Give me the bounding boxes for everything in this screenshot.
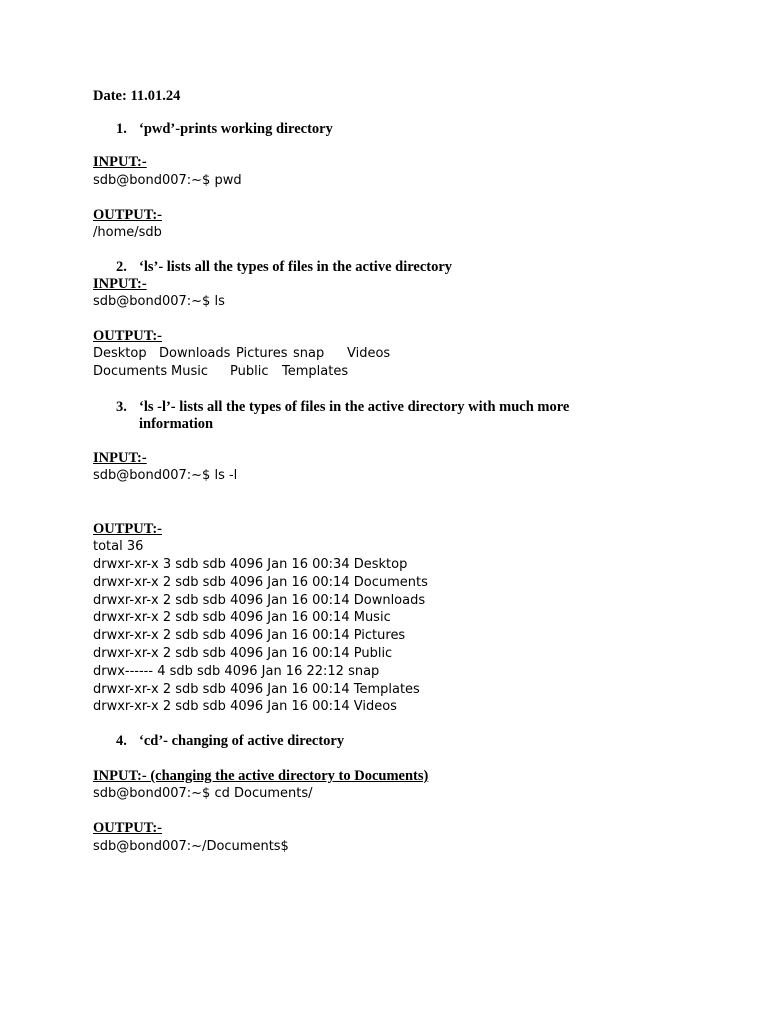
section-1-heading: ‘pwd’-prints working directory — [139, 121, 333, 137]
section-3-heading-continued: information — [139, 416, 214, 432]
section-2-output-label: OUTPUT:- — [93, 328, 163, 344]
section-3-input-label: INPUT:- — [93, 450, 147, 466]
ls-entry: Downloads — [159, 346, 231, 361]
ls-l-output-line: total 36 — [93, 539, 144, 554]
section-3-output-label: OUTPUT:- — [93, 521, 163, 537]
ls-l-output-line: drwxr-xr-x 2 sdb sdb 4096 Jan 16 00:14 Documents — [93, 575, 428, 590]
ls-entry: Templates — [282, 364, 349, 379]
section-1-output-line: /home/sdb — [93, 225, 162, 240]
section-1-command: sdb@bond007:~$ pwd — [93, 173, 242, 188]
ls-entry: snap — [293, 346, 325, 361]
section-3-heading: ‘ls -l’- lists all the types of files in the active directory with much more — [139, 399, 570, 415]
section-3-number: 3. — [116, 399, 127, 415]
section-1-output-label: OUTPUT:- — [93, 207, 163, 223]
section-4-input-label: INPUT:- (changing the active directory to Documents) — [93, 768, 429, 784]
section-3-command: sdb@bond007:~$ ls -l — [93, 468, 238, 483]
ls-l-output-line: drwxr-xr-x 3 sdb sdb 4096 Jan 16 00:34 Desktop — [93, 557, 408, 572]
ls-entry: Music — [171, 364, 208, 379]
ls-l-output-line: drwxr-xr-x 2 sdb sdb 4096 Jan 16 00:14 Videos — [93, 699, 397, 714]
section-4-command: sdb@bond007:~$ cd Documents/ — [93, 786, 313, 801]
section-1-input-label: INPUT:- — [93, 154, 147, 170]
ls-l-output-line: drwx------ 4 sdb sdb 4096 Jan 16 22:12 snap — [93, 664, 380, 679]
ls-entry: Documents — [93, 364, 168, 379]
ls-entry: Desktop — [93, 346, 147, 361]
ls-l-output-line: drwxr-xr-x 2 sdb sdb 4096 Jan 16 00:14 Public — [93, 646, 393, 661]
section-2-input-label: INPUT:- — [93, 276, 147, 292]
section-1-number: 1. — [116, 121, 127, 137]
section-4-heading: ‘cd’- changing of active directory — [139, 733, 345, 749]
section-4-output-label: OUTPUT:- — [93, 820, 163, 836]
ls-l-output-line: drwxr-xr-x 2 sdb sdb 4096 Jan 16 00:14 Music — [93, 610, 391, 625]
ls-entry: Videos — [347, 346, 391, 361]
section-2-heading: ‘ls’- lists all the types of files in the active directory — [139, 259, 453, 275]
section-4-number: 4. — [116, 733, 127, 749]
ls-l-output-line: drwxr-xr-x 2 sdb sdb 4096 Jan 16 00:14 Templates — [93, 682, 420, 697]
ls-entry: Public — [230, 364, 269, 379]
ls-entry: Pictures — [236, 346, 288, 361]
section-2-command: sdb@bond007:~$ ls — [93, 294, 225, 309]
ls-l-output-line: drwxr-xr-x 2 sdb sdb 4096 Jan 16 00:14 Pictures — [93, 628, 406, 643]
section-4-output-line: sdb@bond007:~/Documents$ — [93, 839, 289, 854]
document-date: Date: 11.01.24 — [93, 88, 181, 104]
ls-l-output-line: drwxr-xr-x 2 sdb sdb 4096 Jan 16 00:14 Downloads — [93, 593, 426, 608]
section-2-number: 2. — [116, 259, 127, 275]
